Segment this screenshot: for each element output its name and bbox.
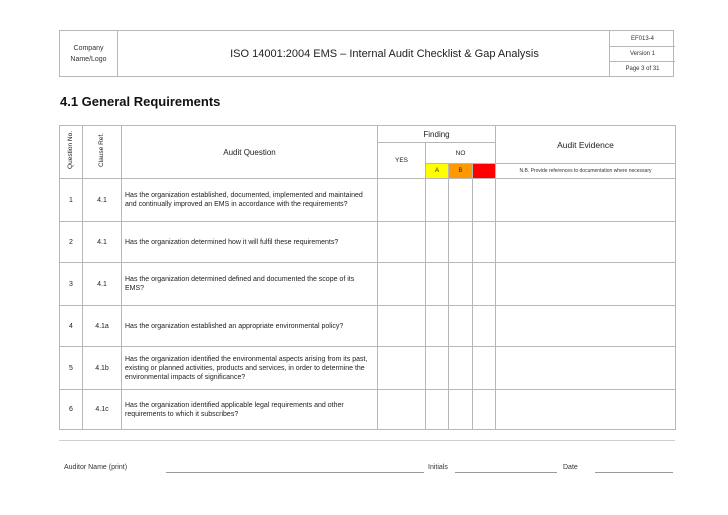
table-row: [60, 390, 676, 430]
yes-cell[interactable]: [378, 263, 426, 306]
date-label: Date: [563, 464, 578, 471]
audit-checklist-table: [59, 125, 676, 430]
clause-ref: 4.1b: [83, 347, 122, 390]
audit-question: Has the organization determined how it will fulfil these requirements?: [122, 222, 378, 263]
question-number: 4: [60, 306, 83, 347]
header-audit-question: Audit Question: [122, 126, 378, 179]
document-version: Version 1: [610, 46, 675, 61]
audit-question: Has the organization established an appropriate environmental policy?: [122, 306, 378, 347]
yes-cell[interactable]: [378, 306, 426, 347]
severity-b: B: [449, 164, 473, 179]
initials-label: Initials: [428, 464, 448, 471]
question-number: 6: [60, 390, 83, 430]
evidence-cell[interactable]: [496, 179, 676, 222]
evidence-cell[interactable]: [496, 390, 676, 430]
header-no: NO: [426, 143, 496, 164]
document-header: [59, 30, 674, 77]
severity-b-cell[interactable]: [449, 347, 473, 390]
evidence-cell[interactable]: [496, 222, 676, 263]
name-logo-label: Name/Logo: [70, 55, 107, 63]
question-number: 1: [60, 179, 83, 222]
auditor-name-label: Auditor Name (print): [64, 464, 128, 471]
yes-cell[interactable]: [378, 179, 426, 222]
question-number: 2: [60, 222, 83, 263]
table-row: [60, 306, 676, 347]
severity-a-cell[interactable]: [426, 263, 449, 306]
document-meta: [609, 31, 675, 76]
audit-question: Has the organization determined defined and documented the scope of its EMS?: [122, 263, 378, 306]
severity-a: A: [426, 164, 449, 179]
evidence-note: N.B. Provide references to documentation where necessary: [496, 164, 676, 179]
severity-a-cell[interactable]: [426, 222, 449, 263]
severity-a-cell[interactable]: [426, 390, 449, 430]
clause-ref: 4.1: [83, 179, 122, 222]
severity-c-cell[interactable]: [473, 347, 496, 390]
document-title: ISO 14001:2004 EMS – Internal Audit Checklist & Gap Analysis: [230, 47, 539, 60]
table-row: [60, 347, 676, 390]
table-bottom-divider: [59, 440, 675, 441]
severity-a-cell[interactable]: [426, 347, 449, 390]
severity-c-cell[interactable]: [473, 306, 496, 347]
date-line[interactable]: [595, 472, 673, 473]
yes-cell[interactable]: [378, 347, 426, 390]
severity-b-cell[interactable]: [449, 222, 473, 263]
yes-cell[interactable]: [378, 390, 426, 430]
auditor-name-line[interactable]: [166, 472, 424, 473]
table-row: [60, 222, 676, 263]
evidence-cell[interactable]: [496, 306, 676, 347]
header-question-no: Question No.: [60, 126, 83, 179]
audit-question: Has the organization identified applicable legal requirements and other requirements to which it subscribes?: [122, 390, 378, 430]
clause-ref: 4.1: [83, 263, 122, 306]
clause-ref: 4.1c: [83, 390, 122, 430]
severity-b-cell[interactable]: [449, 306, 473, 347]
severity-a-cell[interactable]: [426, 306, 449, 347]
document-code: EF013-4: [630, 35, 654, 42]
evidence-cell[interactable]: [496, 263, 676, 306]
severity-c-cell[interactable]: [473, 179, 496, 222]
company-logo-placeholder: [60, 31, 118, 76]
header-audit-evidence: Audit Evidence: [496, 126, 676, 164]
header-finding: Finding: [378, 126, 496, 143]
severity-c-cell[interactable]: [473, 263, 496, 306]
header-clause-ref: Clause Ref.: [83, 126, 122, 179]
table-row: [60, 179, 676, 222]
question-number: 3: [60, 263, 83, 306]
yes-cell[interactable]: [378, 222, 426, 263]
severity-a-cell[interactable]: [426, 179, 449, 222]
question-number: 5: [60, 347, 83, 390]
header-yes: YES: [378, 143, 426, 179]
severity-c-cell[interactable]: [473, 222, 496, 263]
severity-b-cell[interactable]: [449, 179, 473, 222]
company-label: Company: [73, 44, 104, 52]
section-title: 4.1 General Requirements: [60, 94, 221, 109]
severity-b-cell[interactable]: [449, 390, 473, 430]
audit-question: Has the organization identified the environmental aspects arising from its past, existing or planned activities, products and services, in order to determine the environmental impacts of significance?: [122, 347, 378, 390]
page-number: Page 3 of 31: [610, 61, 675, 76]
clause-ref: 4.1a: [83, 306, 122, 347]
severity-b-cell[interactable]: [449, 263, 473, 306]
table-row: [60, 263, 676, 306]
initials-line[interactable]: [455, 472, 557, 473]
audit-question: Has the organization established, documented, implemented and maintained and continually improved an EMS in accordance with the requirements?: [122, 179, 378, 222]
clause-ref: 4.1: [83, 222, 122, 263]
evidence-cell[interactable]: [496, 347, 676, 390]
severity-c-cell[interactable]: [473, 390, 496, 430]
severity-c: C: [473, 164, 496, 179]
